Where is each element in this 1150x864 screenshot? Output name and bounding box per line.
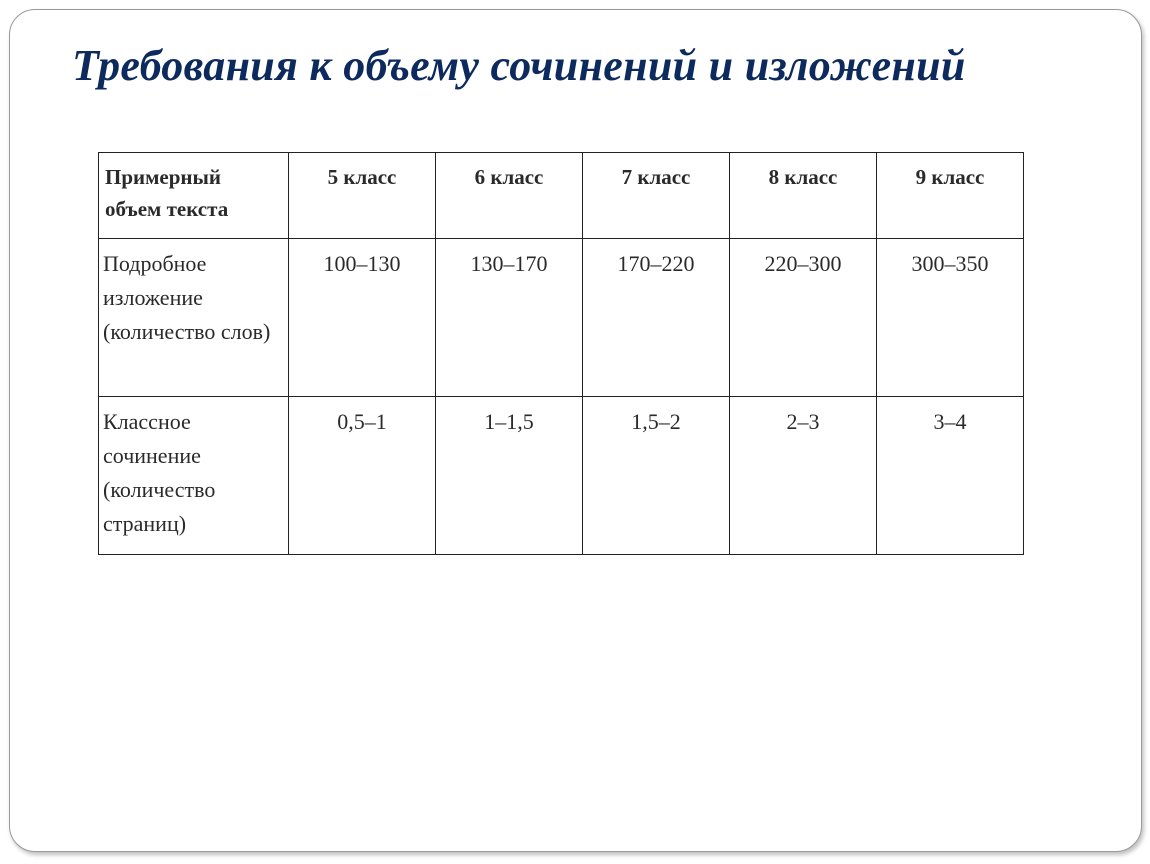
table-row [99, 239, 1024, 397]
requirements-table [98, 152, 1024, 555]
header-class-5: 5 класс [289, 153, 436, 239]
table-cell: 0,5–1 [289, 397, 436, 555]
slide-title: Требования к объему сочинений и изложений [72, 41, 966, 90]
header-class-9: 9 класс [877, 153, 1024, 239]
table-header-row [99, 153, 1024, 239]
header-class-8: 8 класс [730, 153, 877, 239]
table-cell: 1,5–2 [583, 397, 730, 555]
table-cell: 170–220 [583, 239, 730, 397]
header-class-7: 7 класс [583, 153, 730, 239]
table-cell: 3–4 [877, 397, 1024, 555]
table-cell: 220–300 [730, 239, 877, 397]
table-cell: 2–3 [730, 397, 877, 555]
row-label-izlozhenie: Подробное изложение (количество слов) [99, 239, 289, 397]
table-cell: 300–350 [877, 239, 1024, 397]
table-row [99, 397, 1024, 555]
table-cell: 100–130 [289, 239, 436, 397]
table-cell: 1–1,5 [436, 397, 583, 555]
header-class-6: 6 класс [436, 153, 583, 239]
table-cell: 130–170 [436, 239, 583, 397]
row-label-sochinenie: Классное сочинение (количество страниц) [99, 397, 289, 555]
header-label-cell: Примерный объем текста [99, 153, 289, 239]
